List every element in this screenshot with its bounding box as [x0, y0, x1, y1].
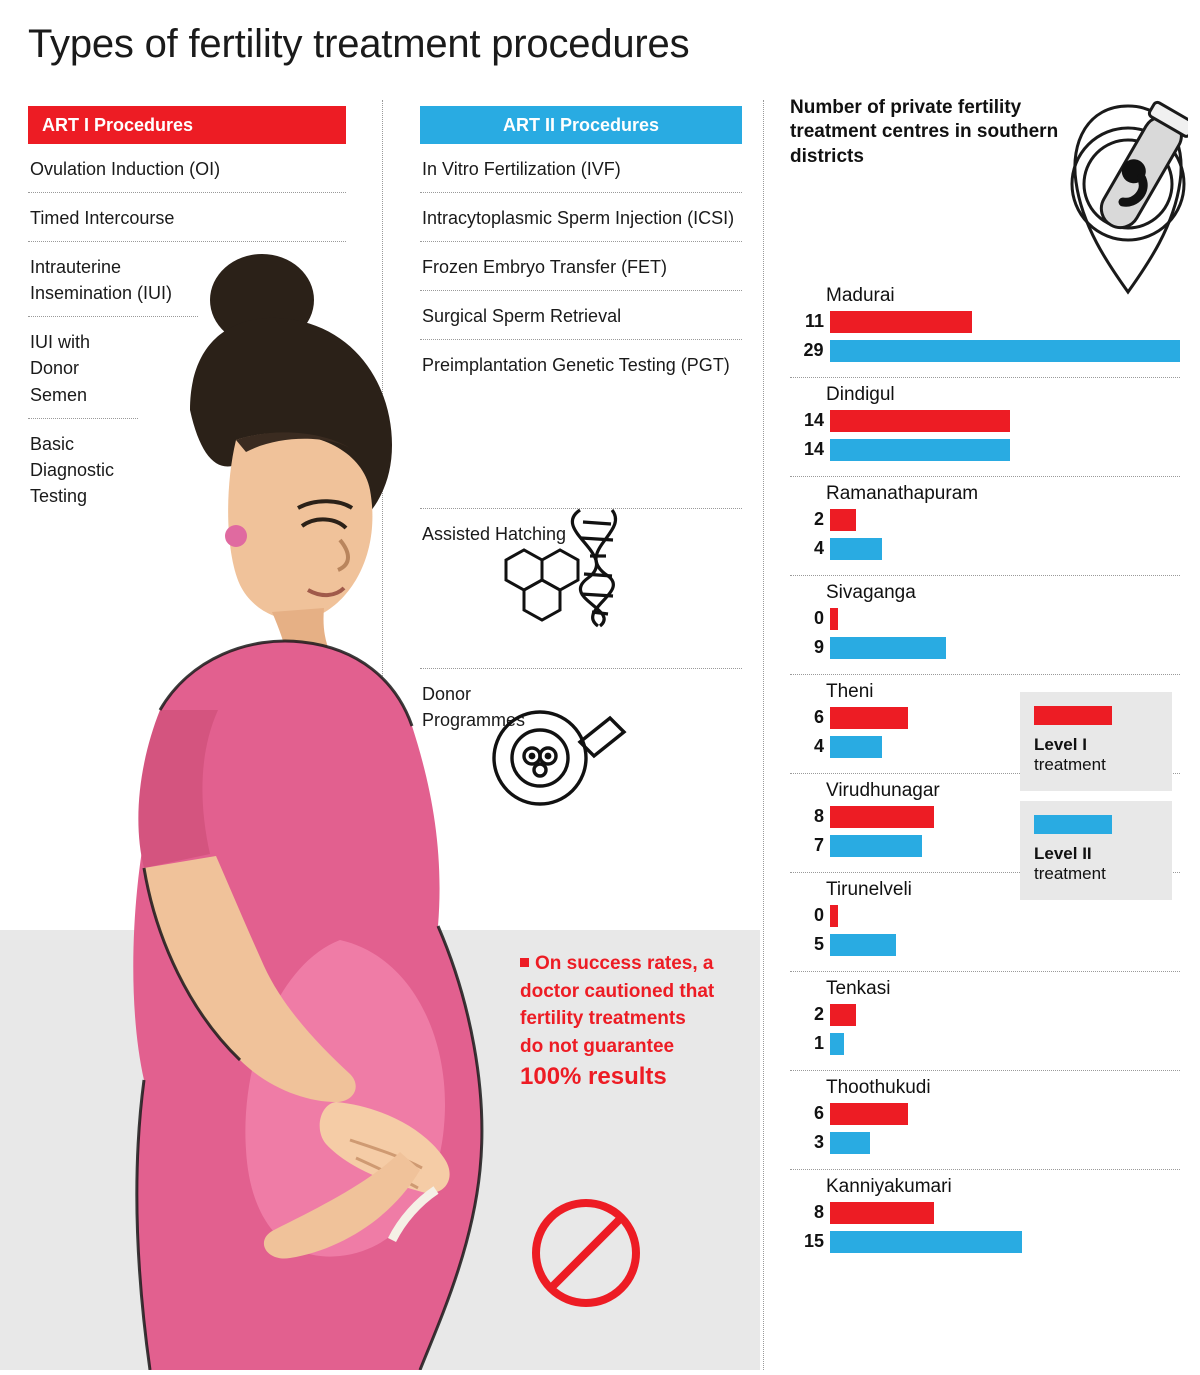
bar-value: 4: [813, 736, 824, 757]
district-label: Thoothukudi: [826, 1076, 931, 1098]
bar-row-level2: [790, 635, 1180, 661]
caution-line-1: On success rates, a doctor cautioned that fertility treatments: [520, 953, 715, 1030]
list-item: Ovulation Induction (OI): [28, 144, 346, 193]
legend-label-level1: Level I: [1034, 735, 1087, 754]
bar-value: 15: [803, 1231, 824, 1252]
district-row: [790, 576, 1180, 675]
bar-row-level1: [790, 606, 1180, 632]
page-title: Types of fertility treatment procedures: [28, 22, 690, 66]
list-item: In Vitro Fertilization (IVF): [420, 144, 742, 193]
bar-level1: [830, 1004, 856, 1026]
bar-row-level1: [790, 507, 1180, 533]
bar-row-level2: [790, 437, 1180, 463]
bar-level1: [830, 608, 838, 630]
bar-level1: [830, 311, 972, 333]
bar-level1: [830, 806, 934, 828]
legend-label-level2: Level II: [1034, 844, 1092, 863]
bar-row-level1: [790, 1002, 1180, 1028]
district-row: [790, 477, 1180, 576]
bar-row-level2: [790, 338, 1180, 364]
bar-level2: [830, 1033, 844, 1055]
bar-value: 6: [813, 707, 824, 728]
bullet-icon: [520, 958, 529, 967]
bar-level1: [830, 1103, 908, 1125]
bar-level2: [830, 1231, 1022, 1253]
district-row: [790, 972, 1180, 1071]
district-label: Tenkasi: [826, 977, 891, 999]
bar-level1: [830, 707, 908, 729]
list-item: Intrauterine Insemination (IUI): [28, 242, 198, 317]
list-item: Timed Intercourse: [28, 193, 346, 242]
bar-level1: [830, 1202, 934, 1224]
list-item: Frozen Embryo Transfer (FET): [420, 242, 742, 291]
list-item: Basic Diagnostic Testing: [30, 433, 115, 506]
bar-level1: [830, 905, 838, 927]
caution-line-3: 100% results: [520, 1063, 667, 1091]
bar-row-level2: [790, 1031, 1180, 1057]
bar-row-level1: [790, 1200, 1180, 1226]
district-label: Madurai: [826, 284, 895, 306]
bar-level2: [830, 736, 882, 758]
column-divider-2: [763, 100, 764, 1370]
district-label: Kanniyakumari: [826, 1175, 952, 1197]
bar-row-level1: [790, 309, 1180, 335]
bar-value: 5: [813, 934, 824, 955]
bar-value: 14: [803, 439, 824, 460]
bar-row-level2: [790, 1229, 1180, 1255]
district-label: Virudhunagar: [826, 779, 940, 801]
bar-row-level2: [790, 1130, 1180, 1156]
bar-level2: [830, 835, 922, 857]
district-row: [790, 1170, 1180, 1268]
list-item: Preimplantation Genetic Testing (PGT): [420, 340, 742, 509]
bar-value: 8: [813, 1202, 824, 1223]
bar-level2: [830, 637, 946, 659]
bar-value: 3: [813, 1132, 824, 1153]
pregnant-woman-illustration: [40, 240, 540, 1370]
list-item: IUI with Donor Semen: [28, 317, 138, 418]
district-label: Theni: [826, 680, 874, 702]
bar-value: 6: [813, 1103, 824, 1124]
bar-value: 7: [813, 835, 824, 856]
bar-value: 8: [813, 806, 824, 827]
district-row: [790, 279, 1180, 378]
bar-level1: [830, 509, 856, 531]
legend-sublabel-level2: treatment: [1034, 864, 1106, 883]
caution-line-2: do not guarantee: [520, 1035, 675, 1057]
bar-value: 4: [813, 538, 824, 559]
legend-sublabel-level1: treatment: [1034, 755, 1106, 774]
district-row: [790, 378, 1180, 477]
bar-value: 1: [813, 1033, 824, 1054]
bar-value: 11: [804, 311, 824, 332]
bar-row-level2: [790, 536, 1180, 562]
chart-panel: [790, 96, 1180, 1268]
chart-legend: [1020, 692, 1172, 910]
bar-level2: [830, 340, 1180, 362]
list-item: Intracytoplasmic Sperm Injection (ICSI): [420, 193, 742, 242]
caution-note: [520, 950, 720, 1095]
legend-item-level2: [1020, 801, 1172, 900]
list-item: Donor Programmes: [422, 683, 526, 730]
bar-level2: [830, 934, 896, 956]
legend-swatch-level2: [1034, 815, 1112, 834]
district-label: Sivaganga: [826, 581, 916, 603]
bar-level2: [830, 1132, 870, 1154]
district-label: Ramanathapuram: [826, 482, 979, 504]
bar-level1: [830, 410, 1010, 432]
prohibition-icon: [528, 1195, 644, 1311]
bar-level2: [830, 538, 882, 560]
bar-level2: [830, 439, 1010, 461]
district-row: [790, 1071, 1180, 1170]
legend-swatch-level1: [1034, 706, 1112, 725]
district-label: Tirunelveli: [826, 878, 912, 900]
bar-value: 2: [813, 509, 824, 530]
list-item: Assisted Hatching: [420, 509, 742, 668]
bar-value: 0: [813, 608, 824, 629]
list-item: Surgical Sperm Retrieval: [420, 291, 742, 340]
art1-heading: ART I Procedures: [28, 106, 346, 144]
bar-row-level2: [790, 932, 1180, 958]
bar-value: 14: [803, 410, 824, 431]
bar-row-level1: [790, 1101, 1180, 1127]
art2-heading: ART II Procedures: [420, 106, 742, 144]
district-label: Dindigul: [826, 383, 895, 405]
bar-value: 2: [813, 1004, 824, 1025]
bar-value: 29: [803, 340, 824, 361]
bar-value: 0: [813, 905, 824, 926]
chart-title: Number of private fertility treatment centres in southern districts: [790, 97, 1059, 167]
bar-row-level1: [790, 408, 1180, 434]
bar-value: 9: [813, 637, 824, 658]
legend-item-level1: [1020, 692, 1172, 791]
